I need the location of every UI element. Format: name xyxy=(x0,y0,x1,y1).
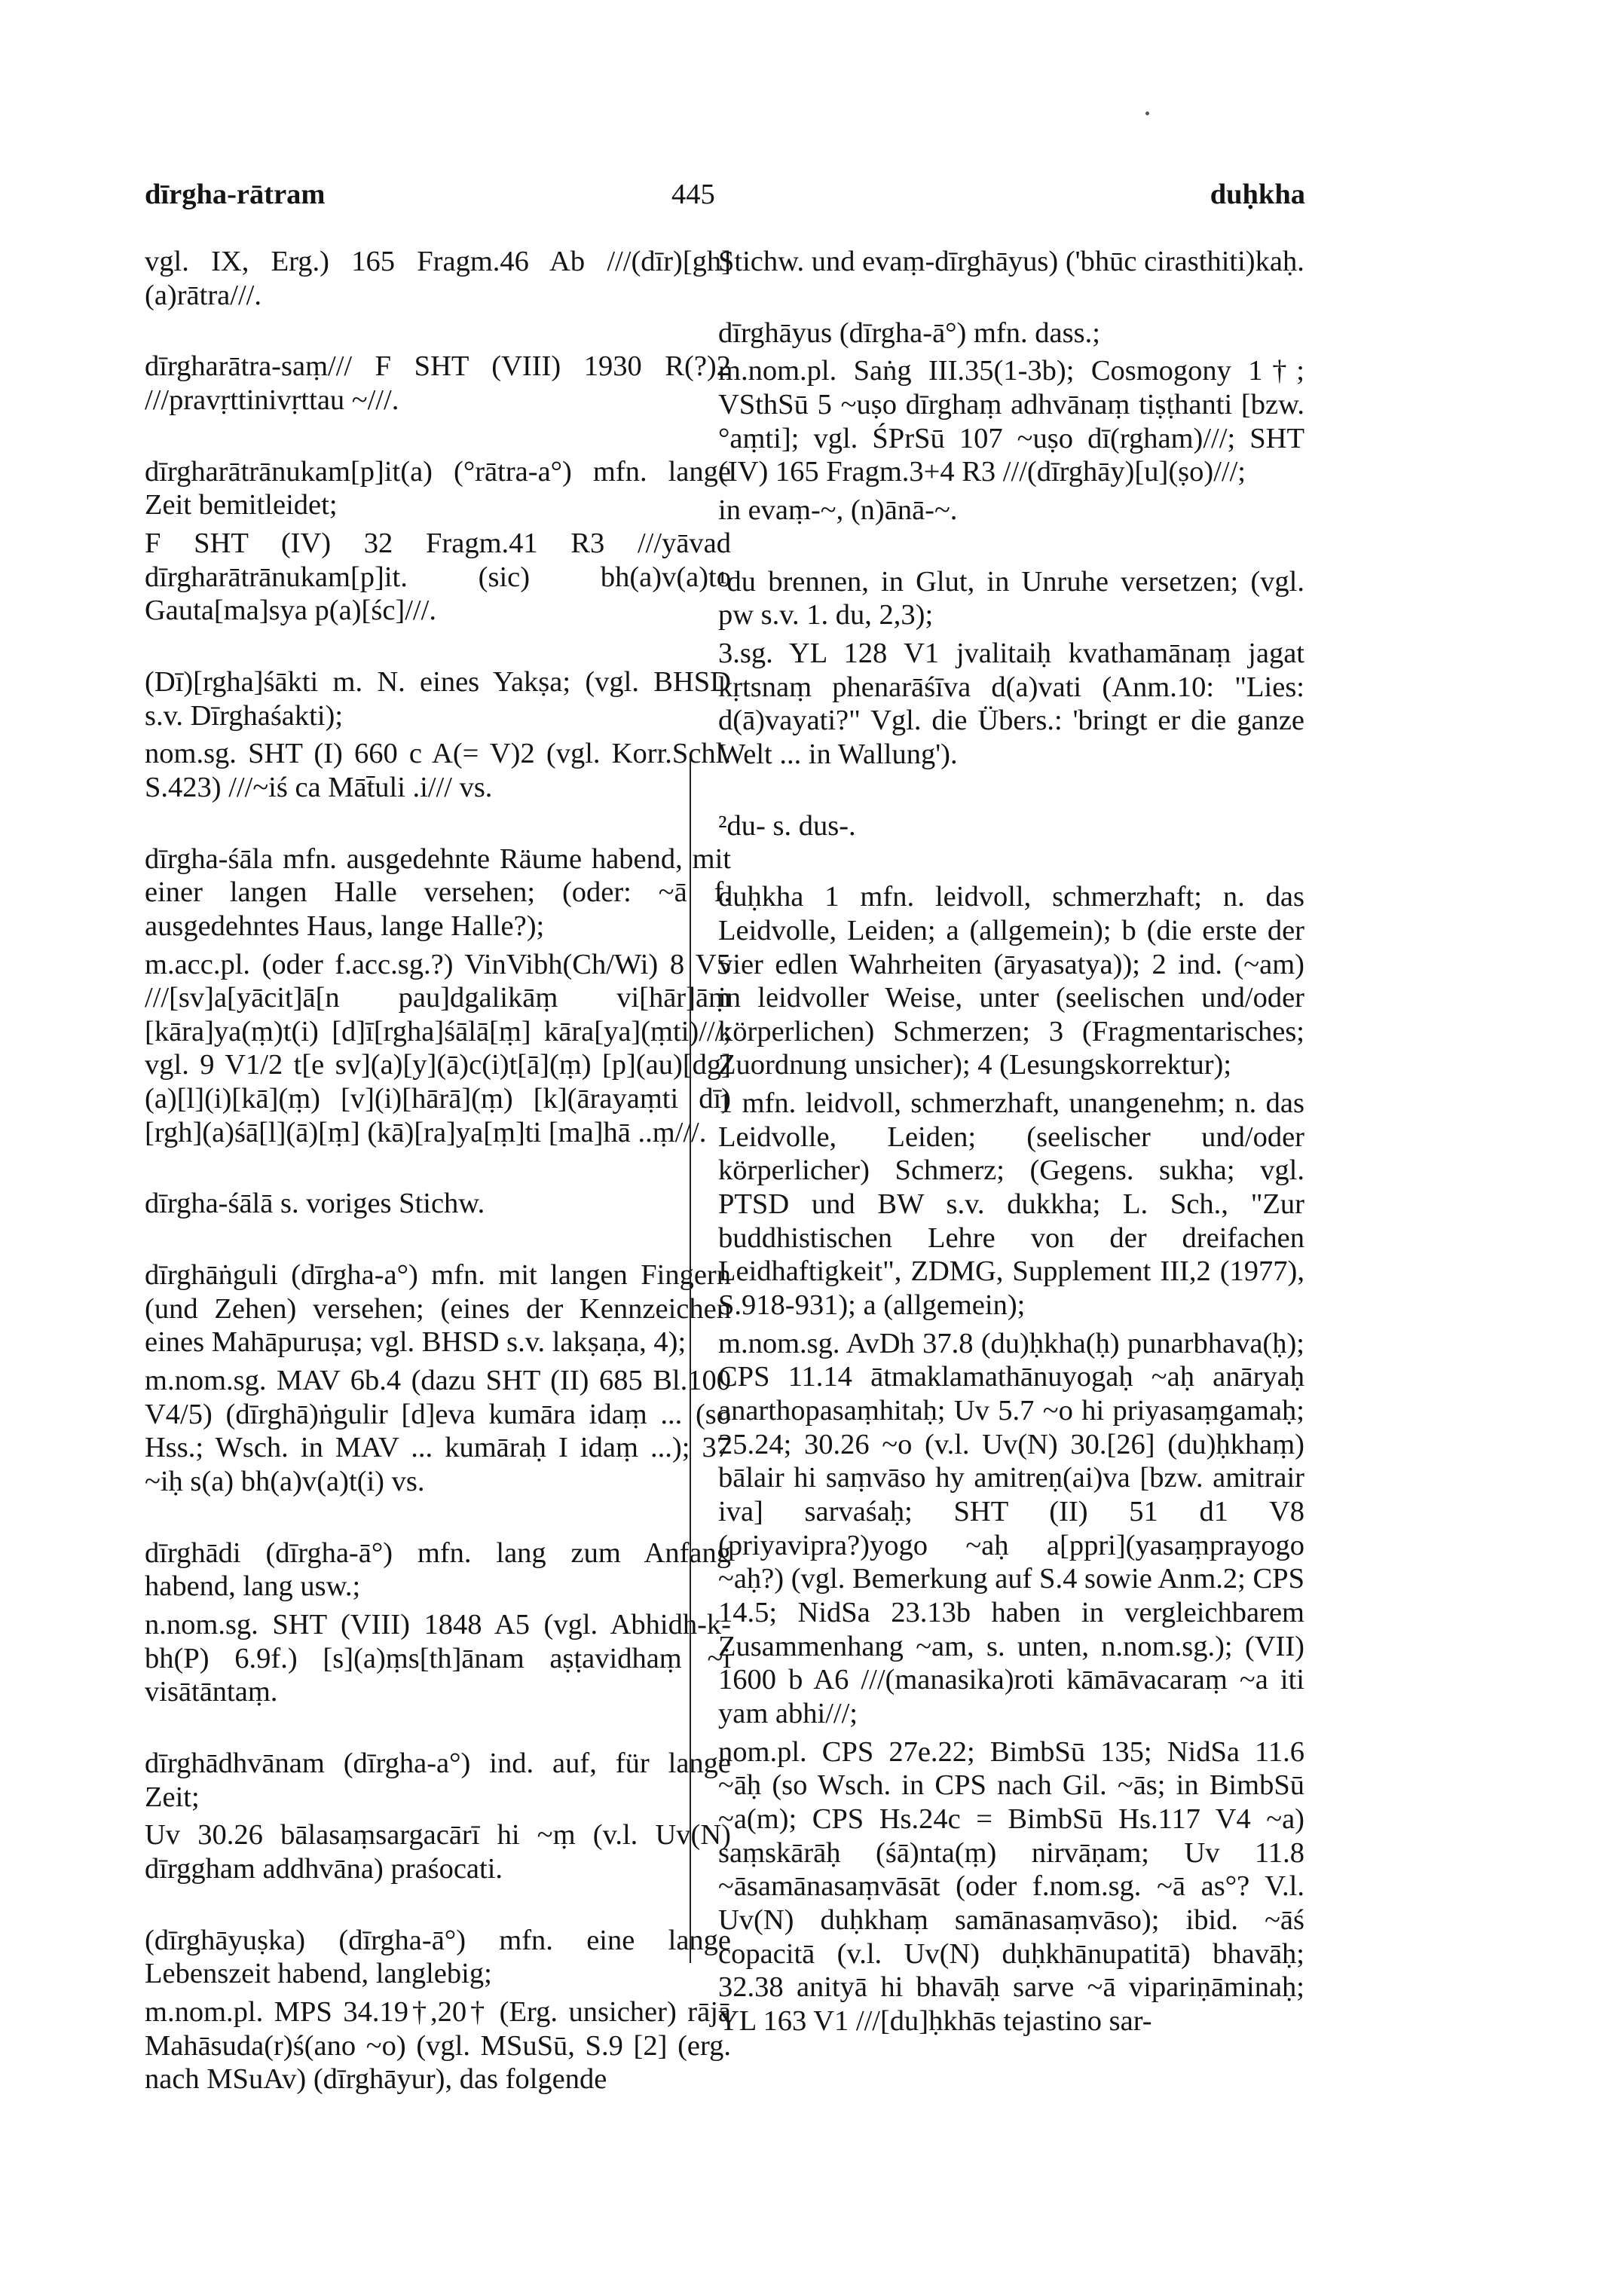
dictionary-entry xyxy=(145,1187,731,1221)
entry-headline: ²du- s. dus-. xyxy=(718,809,856,842)
entry-headline: dīrghādi (dīrgha-ā°) mfn. lang zum Anfang habend, lang usw.; xyxy=(145,1537,731,1603)
dictionary-entry xyxy=(145,455,731,628)
dictionary-entry xyxy=(145,665,731,805)
entry-headline: (Dī)[rgha]śākti m. N. eines Yakṣa; (vgl. BHSD s.v. Dīrghaśakti); xyxy=(145,665,731,732)
entry-citation: m.nom.sg. MAV 6b.4 (dazu SHT (II) 685 Bl.100 V4/5) (dīrghā)ṅgulir [d]eva kumāra idaṃ ... (so Hss.; Wsch. in MAV ... kumāraḥ I idaṃ ...); 37 ~iḥ s(a) bh(a)v(a)t(i) vs. xyxy=(145,1365,731,1498)
left-column xyxy=(145,245,731,2134)
header-left-headword: dīrgha-rātram xyxy=(145,179,326,210)
dictionary-entry xyxy=(718,316,1304,527)
entry-headline: dīrghādhvānam (dīrgha-a°) ind. auf, für lange Zeit; xyxy=(145,1747,731,1813)
dictionary-entry xyxy=(718,245,1304,279)
entry-citation: nom.sg. SHT (I) 660 c A(= V)2 (vgl. Korr.Schl. S.423) ///~iś ca Māt̄uli .i/// vs. xyxy=(145,738,731,803)
entry-citation: 1 mfn. leidvoll, schmerzhaft, unangenehm; n. das Leidvolle, Leiden; (seelischer und/oder körperlicher) Schmerz; (Gegens. sukha; vgl. PTSD und BW s.v. dukkha; L. Sch., "Zur buddhistischen Lehre von der dreifachen Leidhaftigkeit", ZDMG, Supplement III,2 (1977), S.918-931); a (allgemein); xyxy=(718,1087,1304,1322)
entry-citation: Uv 30.26 bālasaṃsargacārī hi ~ṃ (v.l. Uv(N) dīrggham addhvāna) praśocati. xyxy=(145,1819,731,1885)
entry-citation: m.acc.pl. (oder f.acc.sg.?) VinVibh(Ch/Wi) 8 V5 ///[sv]a[yācit]ā[n pau]dgalikāṃ vi[hār]āṃ [kāra]ya(ṃ)t(i) [d]ī[rgha]śālā[ṃ] kāra[ya](ṃti)///; vgl. 9 V1/2 t[e sv](a)[y](ā)c(i)t[ā](ṃ) [p](au)[dg](a)[l](i)[kā](ṃ) [v](i)[hārā](ṃ) [k](ārayaṃti dī)[rgh](a)śā[l](ā)[ṃ] (kā)[ra]ya[ṃ]ti [ma]hā ..ṃ///. xyxy=(145,948,731,1148)
dictionary-entry xyxy=(718,809,1304,843)
entry-headline: dīrgha-śāla mfn. ausgedehnte Räume habend, mit einer langen Halle versehen; (oder: ~ā f. ausgedehntes Haus, lange Halle?); xyxy=(145,842,731,942)
entry-headline: (dīrghāyuṣka) (dīrgha-ā°) mfn. eine lange Lebenszeit habend, langlebig; xyxy=(145,1924,731,1990)
page-number: 445 xyxy=(671,179,715,210)
dictionary-entry xyxy=(718,880,1304,2038)
entry-citation: nom.pl. CPS 27e.22; BimbSū 135; NidSa 11.6 ~āḥ (so Wsch. in CPS nach Gil. ~ās; in BimbSū ~a(m); CPS Hs.24c = BimbSū Hs.117 V4 ~a) saṃskārāḥ (śā)nta(ṃ) nirvāṇam; Uv 11.8 ~āsamānasaṃvāsāt (oder f.nom.sg. ~ā as°? V.l. Uv(N) duḥkhaṃ samānasaṃvāso); ibid. ~āś copacitā (v.l. Uv(N) duḥkhānupatitā) bhavāḥ; 32.38 anityā hi bhavāḥ sarve ~ā vipariṇāminaḥ; YL 163 V1 ///[du]ḥkhās tejastino sar- xyxy=(718,1735,1304,2037)
entry-headline: duḥkha 1 mfn. leidvoll, schmerzhaft; n. das Leidvolle, Leiden; a (allgemein); b (die erste der vier edlen Wahrheiten (āryasatya)); 2 ind. (~am) in leidvoller Weise, unter (seelischen und/oder körperlichen) Schmerzen; 3 (Fragmentarisches; Zuordnung unsicher); 4 (Lesungskorrektur); xyxy=(718,881,1304,1081)
entry-citation: m.nom.pl. Saṅg III.35(1-3b); Cosmogony 1†; VSthSū 5 ~uṣo dīrghaṃ adhvānaṃ tiṣṭhanti [bzw. °aṃti]; vgl. ŚPrSū 107 ~uṣo dī(rgham)///; SHT (IV) 165 Fragm.3+4 R3 ///(dīrghāy)[u](ṣo)///; xyxy=(718,355,1304,488)
dictionary-entry xyxy=(145,1924,731,2096)
entry-headline: dīrgharātrānukam[p]it(a) (°rātra-a°) mfn. lange Zeit bemitleidet; xyxy=(145,455,731,521)
print-speck xyxy=(1145,112,1149,115)
dictionary-entry xyxy=(145,1258,731,1499)
dictionary-entry xyxy=(718,565,1304,772)
running-header xyxy=(0,178,1624,223)
entry-headline: Stichw. und evaṃ-dīrghāyus) ('bhūc cirasthiti)kaḥ. xyxy=(718,246,1304,277)
entry-headline: dīrgha-śālā s. voriges Stichw. xyxy=(145,1188,485,1220)
dictionary-entry xyxy=(145,1537,731,1709)
entry-headline: ¹du brennen, in Glut, in Unruhe versetzen; (vgl. pw s.v. 1. du, 2,3); xyxy=(718,565,1304,631)
entry-citation: 3.sg. YL 128 V1 jvalitaiḥ kvathamānaṃ jagat kṛtsnaṃ phenarāśīva d(a)vati (Anm.10: "Lies: d(ā)vayati?" Vgl. die Übers.: 'bringt er die ganze Welt ... in Wallung'). xyxy=(718,637,1304,770)
entry-citation: n.nom.sg. SHT (VIII) 1848 A5 (vgl. Abhidh-k-bh(P) 6.9f.) [s](a)ṃs[th]ānam aṣṭavidhaṃ ~i visātāntaṃ. xyxy=(145,1609,731,1708)
entry-headline: dīrgharātra-saṃ/// F SHT (VIII) 1930 R(?)2 ///pravṛttinivṛttau ~///. xyxy=(145,350,731,416)
entry-citation: F SHT (IV) 32 Fragm.41 R3 ///yāvad dīrgharātrānukam[p]it. (sic) bh(a)v(a)to Gauta[ma]sya p(a)[śc]///. xyxy=(145,527,731,627)
entry-headline: dīrghāyus (dīrgha-ā°) mfn. dass.; xyxy=(718,316,1100,349)
dictionary-entry xyxy=(145,1747,731,1886)
dictionary-entry xyxy=(145,245,731,312)
entry-citation: m.nom.pl. MPS 34.19†,20† (Erg. unsicher) rājā Mahāsuda(r)ś(ano ~o) (vgl. MSuSū, S.9 [2] (erg. nach MSuAv) (dīrghāyur), das folgende xyxy=(145,1995,731,2096)
dictionary-entry xyxy=(145,350,731,417)
dictionary-entry xyxy=(145,842,731,1150)
column-divider xyxy=(690,757,691,1963)
entry-headline: vgl. IX, Erg.) 165 Fragm.46 Ab ///(dīr)[gh](a)rātra///. xyxy=(145,246,731,311)
entry-citation: in evaṃ-~, (n)ānā-~. xyxy=(718,494,958,526)
header-right-headword: duḥkha xyxy=(1210,179,1305,210)
right-column xyxy=(718,245,1304,2076)
entry-headline: dīrghāṅguli (dīrgha-a°) mfn. mit langen Fingern (und Zehen) versehen; (eines der Kennzeichen eines Mahāpuruṣa; vgl. BHSD s.v. lakṣaṇa, 4); xyxy=(145,1259,731,1359)
entry-citation: m.nom.sg. AvDh 37.8 (du)ḥkha(ḥ) punarbhava(ḥ); CPS 11.14 ātmaklamathānuyogaḥ ~aḥ anāryaḥ anarthopasaṃhitaḥ; Uv 5.7 ~o hi priyasaṃgamaḥ; 25.24; 30.26 ~o (v.l. Uv(N) 30.[26] (du)ḥkhaṃ) bālair hi saṃvāso hy amitreṇ(ai)va [bzw. amitrair iva] sarvaśaḥ; SHT (II) 51 d1 V8 (priyavipra?)yogo ~aḥ a[ppri](yasaṃprayogo ~aḥ?) (vgl. Bemerkung auf S.4 sowie Anm.2; CPS 14.5; NidSa 23.13b haben in vergleichbarem Zusammenhang ~am, s. unten, n.nom.sg.); (VII) 1600 b A6 ///(manasika)roti kāmāvacaraṃ ~a iti yam abhi///; xyxy=(718,1327,1304,1729)
